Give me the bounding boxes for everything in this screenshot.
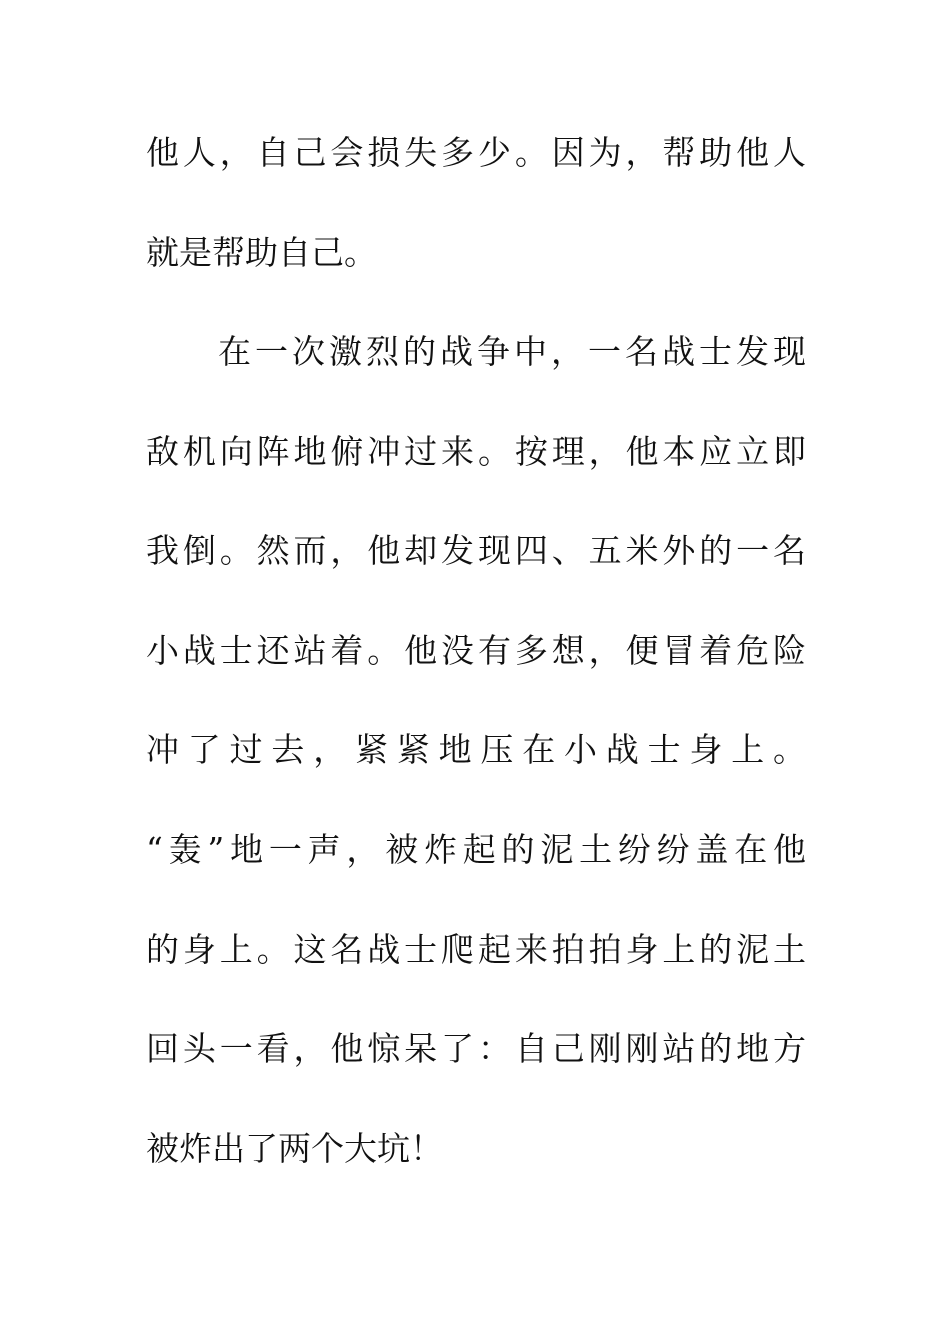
text-line: 我倒。然而，他却发现四、五米外的一名 xyxy=(146,531,806,570)
text-line: 小战士还站着。他没有多想，便冒着危险 xyxy=(146,631,806,670)
text-line: 被炸出了两个大坑！ xyxy=(146,1129,443,1168)
text-line: 就是帮助自己。 xyxy=(146,233,377,272)
text-line: “轰”地一声，被炸起的泥土纷纷盖在他 xyxy=(146,830,806,869)
paragraph-first-line: 在一次激烈的战争中，一名战士发现 xyxy=(218,332,806,371)
text-line: 敌机向阵地俯冲过来。按理，他本应立即 xyxy=(146,432,806,471)
text-line: 回头一看，他惊呆了：自己刚刚站的地方 xyxy=(146,1029,806,1068)
text-line: 冲了过去，紧紧地压在小战士身上。 xyxy=(146,730,806,769)
text-line: 的身上。这名战士爬起来拍拍身上的泥土 xyxy=(146,930,806,969)
text-line: 他人，自己会损失多少。因为，帮助他人 xyxy=(146,133,806,172)
